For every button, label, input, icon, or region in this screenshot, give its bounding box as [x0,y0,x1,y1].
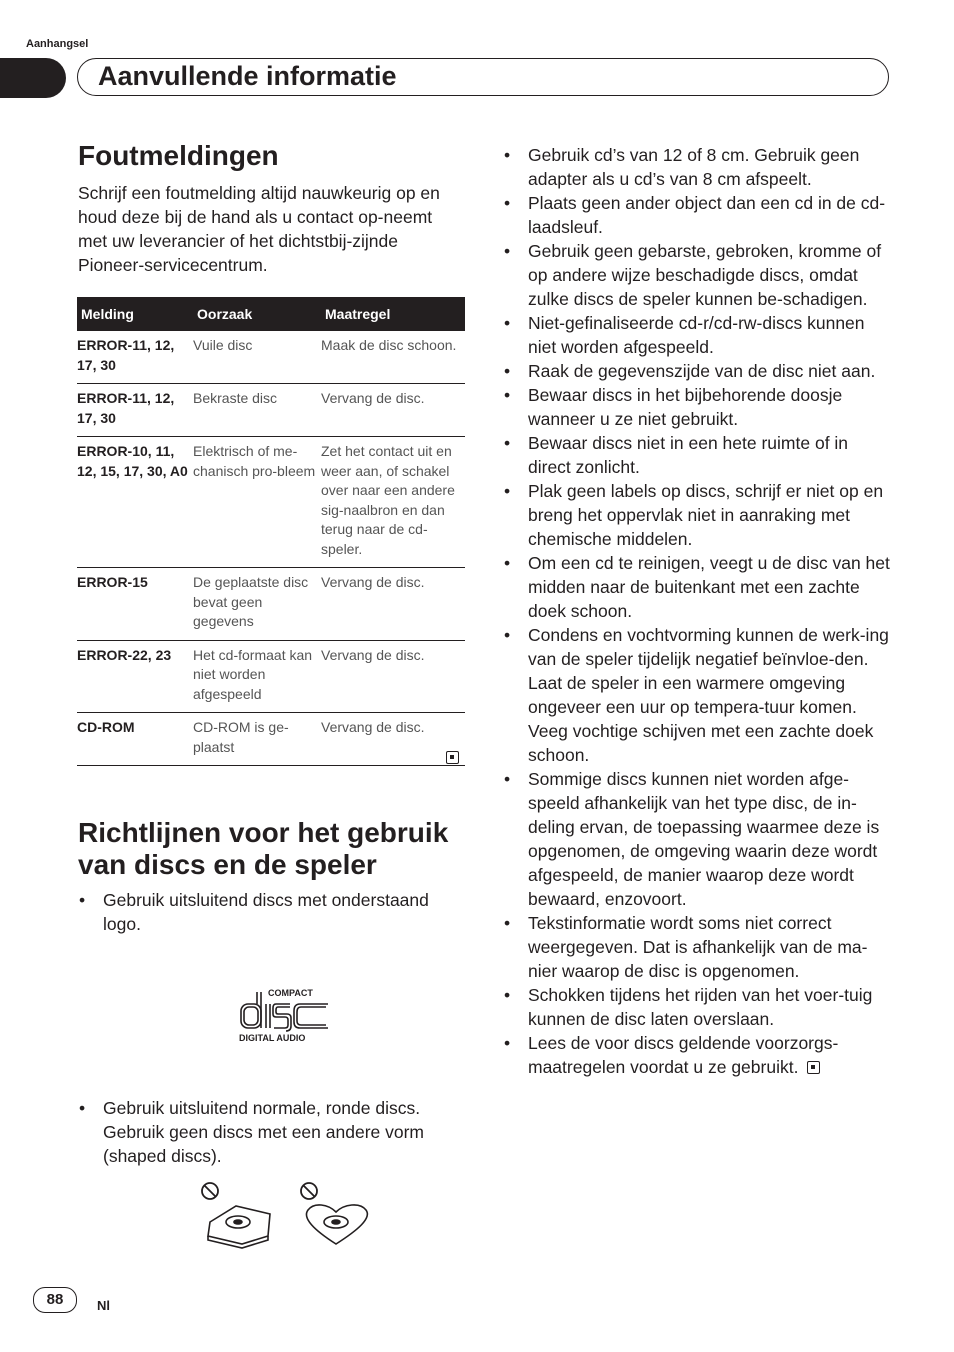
column-header-maatregel: Maatregel [321,297,465,331]
section-tab-marker [0,58,66,98]
maatregel-cell: Maak de disc schoon. [321,331,465,384]
melding-cell: ERROR-11, 12, 17, 30 [77,331,193,384]
language-code: Nl [97,1298,110,1313]
list-item-last [503,1031,891,1079]
end-of-section-icon [446,751,459,764]
shaped-discs-illustration [196,1178,376,1250]
list-item: • Sommige discs kunnen niet worden afge-speeld afhankelijk van het type disc, de in-deling ervan, de toepassing waarmee deze is opgenomen, de omgeving waarin deze wordt afgespeeld, de manier waarop deze wordt bewaard, enzovoort. [503,767,891,911]
logo-top-text: COMPACT [268,988,313,998]
table-row [77,331,465,384]
table-row [77,568,465,641]
table-row [77,713,465,766]
list-item: • Niet-gefinaliseerde cd-r/cd-rw-discs kunnen niet worden afgespeeld. [503,311,891,359]
table-row [77,384,465,437]
table-header-row [77,297,465,331]
maatregel-cell: Vervang de disc. [321,568,465,641]
prohibited-icon [202,1183,218,1199]
errors-heading: Foutmeldingen [78,140,279,171]
list-item: • Gebruik uitsluitend normale, ronde discs. Gebruik geen discs met een andere vorm (shaped discs). [78,1096,463,1168]
shaped-disc-icon [208,1206,270,1248]
list-item: • Plak geen labels op discs, schrijf er niet op en breng het oppervlak niet in aanraking met chemische middelen. [503,479,891,551]
oorzaak-cell: Het cd-formaat kan niet worden afgespeeld [193,640,321,713]
oorzaak-cell: CD-ROM is ge-plaatst [193,713,321,766]
table-row [77,437,465,568]
column-header-oorzaak: Oorzaak [193,297,321,331]
section-label: Aanhangsel [26,38,89,50]
list-item: • Condens en vochtvorming kunnen de werk-ing van de speler tijdelijk negatief beïnvloe-den. Laat de speler in een warmere omgeving ongeveer een uur op tempera-tuur komen. Veeg vochtige schijven met een zachte doek schoon. [503,623,891,767]
list-item: • Gebruik uitsluitend discs met onderstaand logo. [78,888,463,936]
end-of-section-icon [807,1061,820,1074]
list-item: • Schokken tijdens het rijden van het voer-tuig kunnen de disc laten overslaan. [503,983,891,1031]
maatregel-cell: Vervang de disc. [321,384,465,437]
oorzaak-cell: Bekraste disc [193,384,321,437]
compact-disc-logo [238,986,330,1044]
list-item: • Raak de gegevenszijde van de disc niet aan. [503,359,891,383]
maatregel-cell: Zet het contact uit en weer aan, of schakel over naar een andere sig-naalbron en dan terug naar de cd-speler. [321,437,465,568]
list-item: • Om een cd te reinigen, veegt u de disc van het midden naar de buitenkant met een zachte doek schoon. [503,551,891,623]
oorzaak-cell: Vuile disc [193,331,321,384]
list-item: • Gebruik cd’s van 12 of 8 cm. Gebruik geen adapter als u cd’s van 8 cm afspeelt. [503,143,891,191]
list-item: • Plaats geen ander object dan een cd in de cd-laadsleuf. [503,191,891,239]
melding-cell: ERROR-15 [77,568,193,641]
page-number: 88 [33,1287,77,1313]
guidelines-list-top [78,888,463,936]
table-row [77,640,465,713]
list-item-text: Lees de voor discs geldende voorzorgs-maatregelen voordat u ze gebruikt. [528,1033,839,1077]
errors-intro: Schrijf een foutmelding altijd nauwkeurig op en houd deze bij de hand als u contact op-neemt met uw leverancier of het dichtstbij-zijnde Pioneer-servicecentrum. [78,183,440,275]
column-header-melding: Melding [77,297,193,331]
guidelines-list-right [503,143,891,1079]
section-banner [77,58,889,96]
section-title: Aanvullende informatie [98,61,397,91]
melding-cell: CD-ROM [77,713,193,766]
guidelines-list-shapes [78,1096,463,1168]
maatregel-cell: Vervang de disc. [321,713,465,766]
oorzaak-cell: Elektrisch of me-chanisch pro-bleem [193,437,321,568]
list-item: • Tekstinformatie wordt soms niet correct weergegeven. Dat is afhankelijk van de ma-nier waarop de disc is opgenomen. [503,911,891,983]
error-table [77,297,465,766]
prohibited-icon [301,1183,317,1199]
melding-cell: ERROR-10, 11, 12, 15, 17, 30, A0 [77,437,193,568]
oorzaak-cell: De geplaatste disc bevat geen gegevens [193,568,321,641]
maatregel-cell: Vervang de disc. [321,640,465,713]
guidelines-heading: Richtlijnen voor het gebruik van discs en de speler [78,817,449,880]
logo-bottom-text: DIGITAL AUDIO [239,1033,306,1043]
list-item: • Bewaar discs niet in een hete ruimte of in direct zonlicht. [503,431,891,479]
melding-cell: ERROR-22, 23 [77,640,193,713]
list-item: • Bewaar discs in het bijbehorende doosje wanneer u ze niet gebruikt. [503,383,891,431]
heart-disc-icon [306,1205,367,1244]
list-item: • Gebruik geen gebarste, gebroken, kromme of op andere wijze beschadigde discs, omdat zulke discs de speler kunnen be-schadigen. [503,239,891,311]
melding-cell: ERROR-11, 12, 17, 30 [77,384,193,437]
